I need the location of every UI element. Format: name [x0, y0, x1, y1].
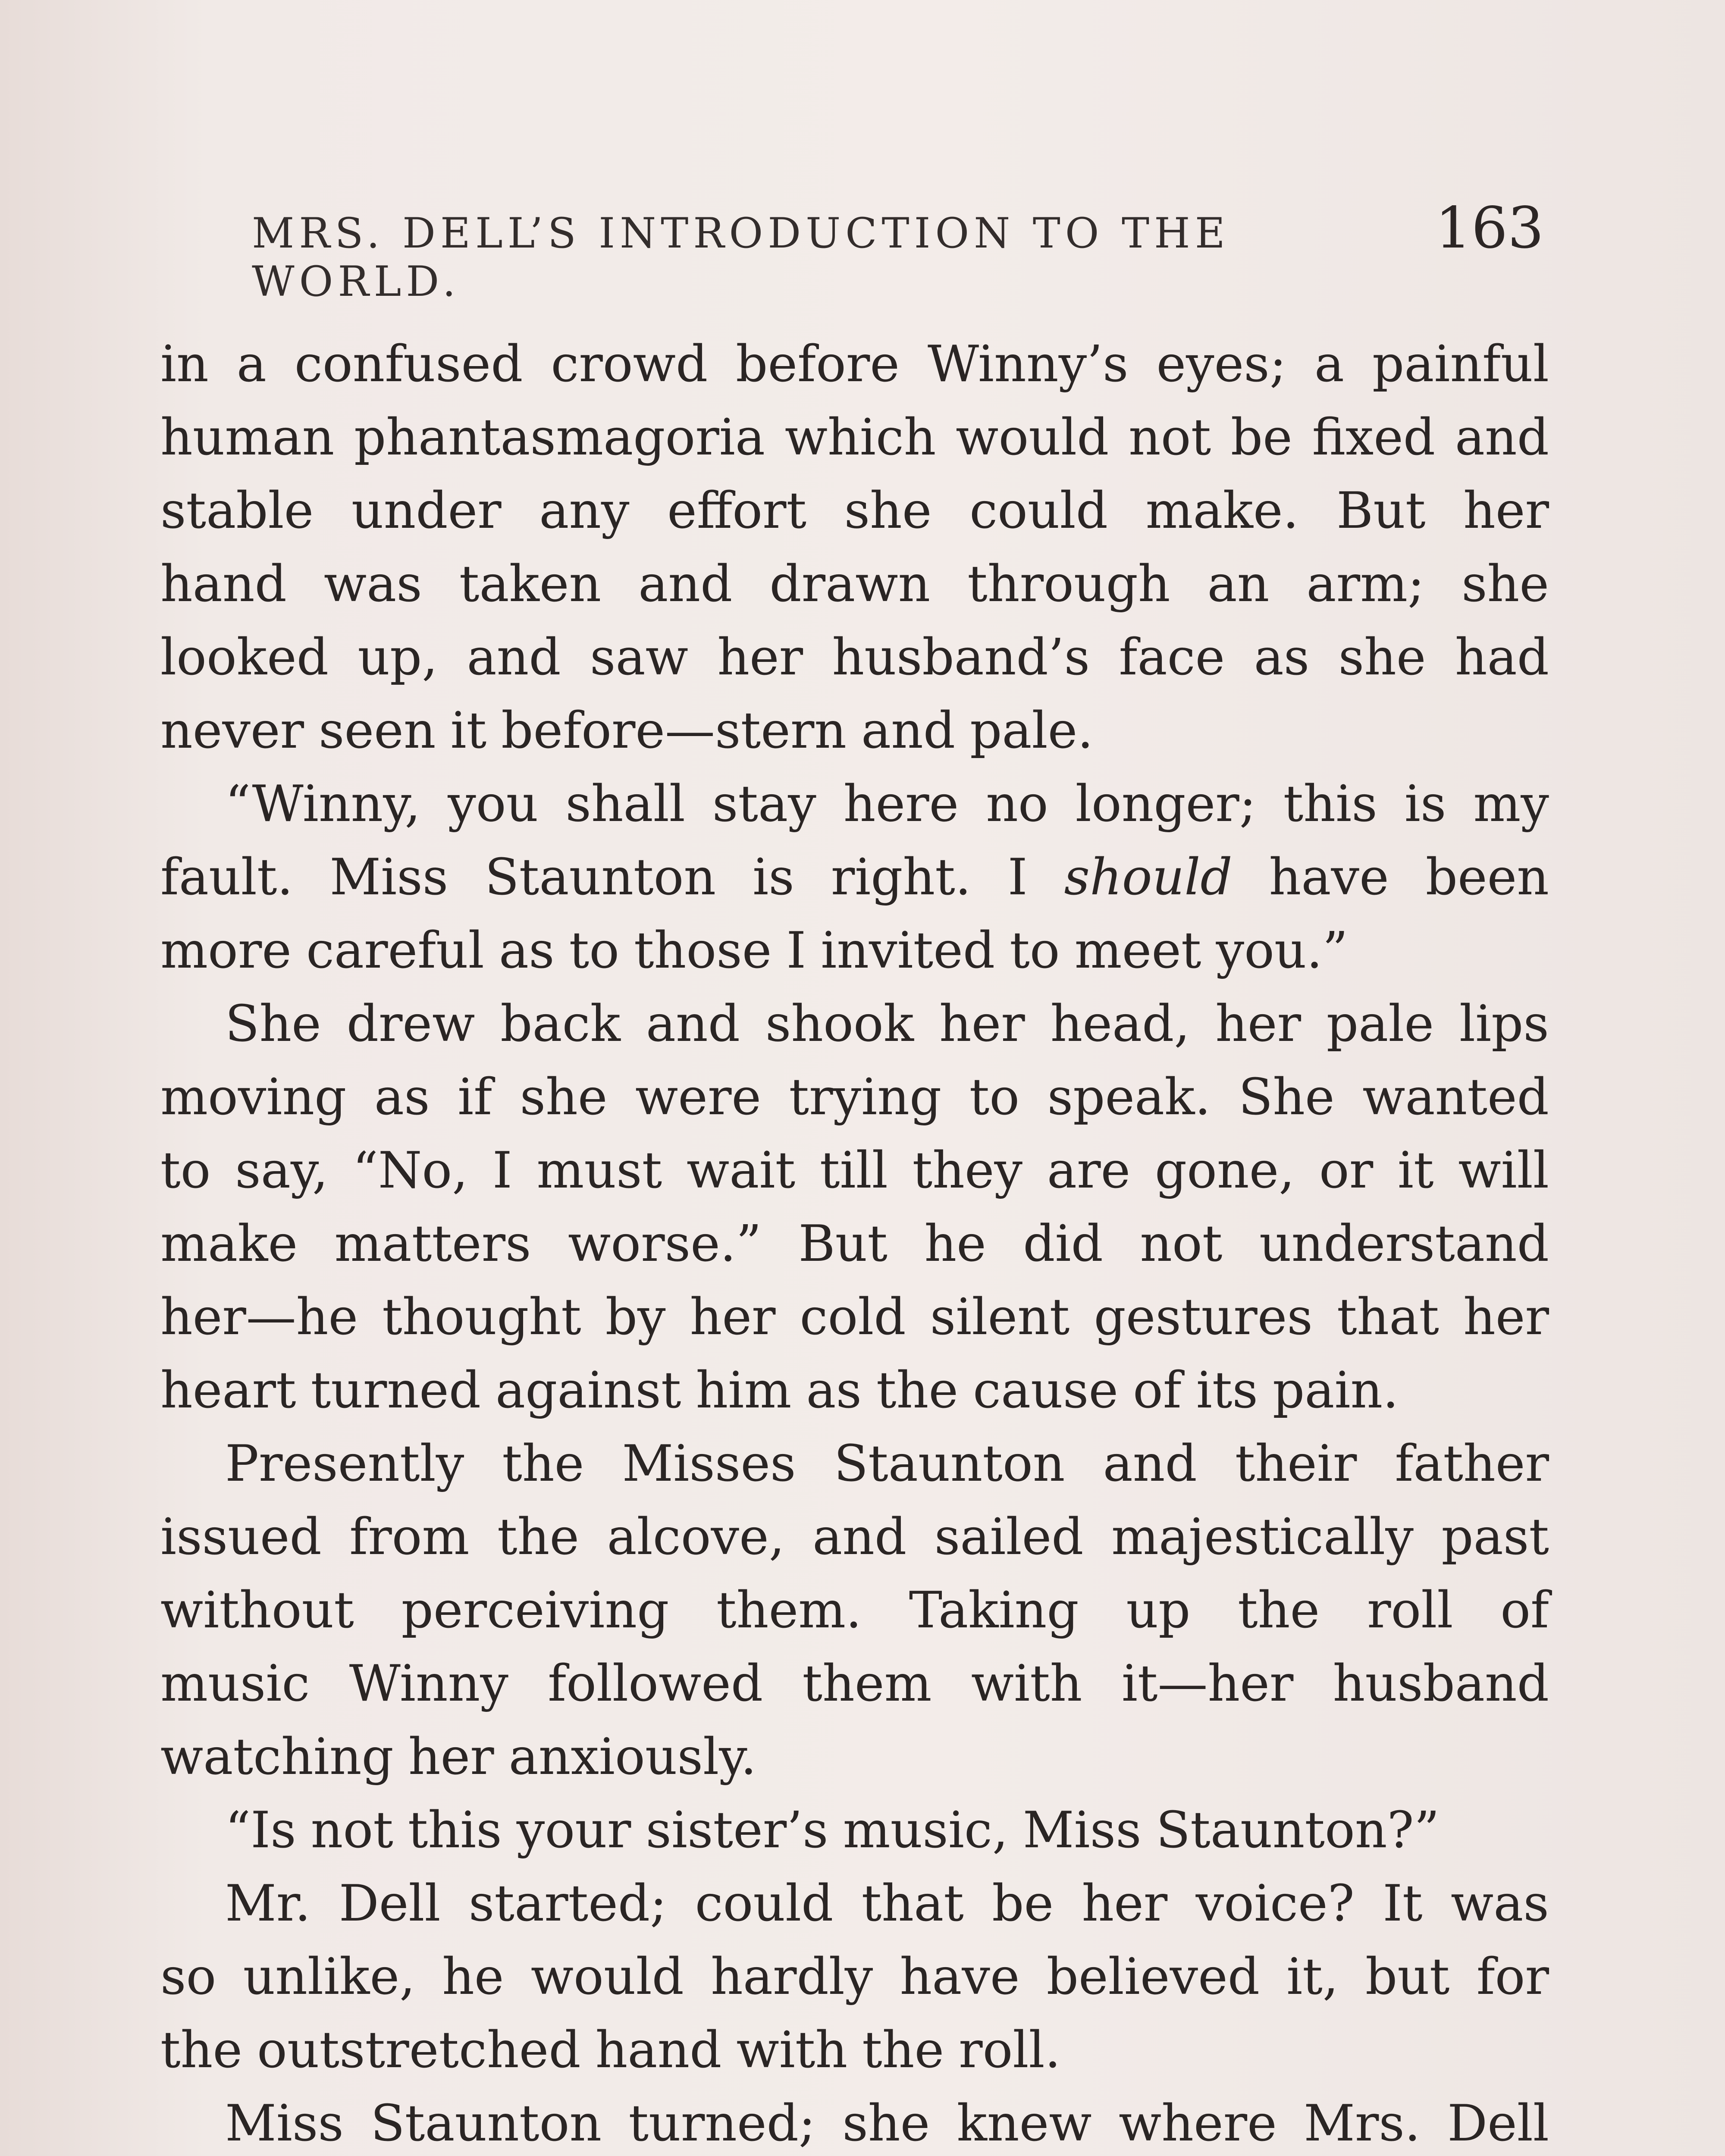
word: against: [495, 1361, 681, 1420]
word: gone,: [1154, 1141, 1295, 1200]
word: “Is: [225, 1801, 296, 1859]
word: are: [1047, 1141, 1131, 1200]
word: not: [1140, 1215, 1223, 1273]
word: right.: [831, 848, 971, 906]
word: a: [1314, 335, 1345, 393]
word: through: [967, 555, 1170, 613]
word: it,: [1286, 1948, 1339, 2006]
word: Staunton: [370, 2094, 602, 2153]
word: her: [717, 628, 803, 686]
word: for: [1476, 1948, 1549, 2006]
word: you: [448, 775, 539, 833]
word: Mr.: [225, 1874, 311, 1933]
word: more: [160, 921, 292, 980]
text-line: [160, 987, 1549, 1061]
word: this: [408, 1801, 502, 1859]
word: turned: [310, 1361, 481, 1420]
word: sister’s: [646, 1801, 828, 1859]
word: she: [1462, 555, 1549, 613]
word: pain.: [1273, 1361, 1399, 1420]
word: Miss: [329, 848, 448, 906]
text-line: [160, 2014, 1549, 2087]
word: was: [1450, 1874, 1549, 1933]
word: the: [1238, 1581, 1320, 1639]
word: Winny’s: [927, 335, 1129, 393]
word: he: [924, 1215, 986, 1273]
word: Miss: [1022, 1801, 1142, 1859]
word: Presently: [225, 1435, 464, 1493]
word: up,: [358, 628, 438, 686]
word: “No,: [352, 1141, 468, 1200]
word: would: [956, 408, 1109, 467]
word: my: [1473, 775, 1549, 833]
word: cold: [800, 1288, 906, 1346]
word: they: [912, 1141, 1023, 1200]
word: face: [1119, 628, 1225, 686]
word: phantasmagoria: [354, 408, 765, 467]
body-text: [160, 328, 1549, 2156]
word: must: [536, 1141, 662, 1200]
word: perceiving: [401, 1581, 669, 1639]
word: seen: [319, 702, 436, 760]
word: the: [497, 1508, 579, 1566]
word: She: [225, 995, 321, 1053]
word: and: [1103, 1435, 1197, 1493]
word: shook: [765, 995, 914, 1053]
word: drawn: [769, 555, 931, 613]
word: looked: [160, 628, 329, 686]
word: fixed: [1312, 408, 1436, 467]
word: no: [986, 775, 1048, 833]
word: could: [695, 1874, 834, 1933]
word: husband’s: [832, 628, 1090, 686]
emphasis-word: should: [1064, 848, 1233, 906]
word: arm;: [1306, 555, 1425, 613]
text-line: [160, 1720, 1549, 1794]
word: knew: [957, 2094, 1092, 2153]
word: it: [450, 702, 487, 760]
word: the: [160, 2021, 242, 2079]
word: as: [374, 1068, 430, 1126]
text-line: [160, 1354, 1549, 1427]
word: alcove,: [607, 1508, 785, 1566]
word: started;: [468, 1874, 667, 1933]
word: silent: [930, 1288, 1070, 1346]
word: unlike,: [243, 1948, 415, 2006]
word: husband: [1333, 1655, 1549, 1713]
word: music,: [843, 1801, 1008, 1859]
word: But: [1336, 482, 1426, 540]
word: wanted: [1362, 1068, 1549, 1126]
word: hand: [160, 555, 287, 613]
word: not: [310, 1801, 393, 1859]
word: till: [819, 1141, 888, 1200]
word: but: [1365, 1948, 1450, 2006]
word: and: [1455, 408, 1549, 467]
word: to: [160, 1141, 211, 1200]
word: is: [1404, 775, 1446, 833]
word: to: [569, 921, 620, 980]
word: were: [635, 1068, 762, 1126]
text-line: [160, 841, 1549, 914]
word: he: [442, 1948, 504, 2006]
word: Misses: [622, 1435, 796, 1493]
word: and: [861, 702, 956, 760]
word: roll.: [959, 2021, 1061, 2079]
text-line: [160, 1281, 1549, 1354]
word: voice?: [1195, 1874, 1355, 1933]
word: “Winny,: [225, 775, 421, 833]
word: the: [502, 1435, 584, 1493]
word: where: [1118, 2094, 1277, 2153]
word: wait: [687, 1141, 796, 1200]
text-line: [160, 401, 1549, 474]
word: saw: [590, 628, 688, 686]
word: speak.: [1047, 1068, 1211, 1126]
text-line: [160, 914, 1549, 987]
word: a: [236, 335, 267, 393]
word: be: [992, 1874, 1054, 1933]
word: I: [1007, 848, 1028, 906]
text-line: [160, 1574, 1549, 1647]
word: this: [1283, 775, 1377, 833]
word: up: [1126, 1581, 1191, 1639]
text-line: [160, 694, 1549, 768]
word: eyes;: [1156, 335, 1286, 393]
word: hand: [595, 2021, 722, 2079]
word: as: [806, 1361, 862, 1420]
word: outstretched: [257, 2021, 581, 2079]
word: here: [843, 775, 959, 833]
text-line: [160, 1501, 1549, 1574]
word: and: [638, 555, 733, 613]
word: its: [1196, 1361, 1258, 1420]
word: matters: [334, 1215, 531, 1273]
word: music: [160, 1655, 310, 1713]
word: Mrs.: [1304, 2094, 1421, 2153]
word: her: [939, 995, 1025, 1053]
word: not: [1129, 408, 1211, 467]
word: pale: [1326, 995, 1434, 1053]
word: father: [1395, 1435, 1549, 1493]
word: roll: [1367, 1581, 1453, 1639]
word: hardly: [711, 1948, 873, 2006]
word: majestically: [1111, 1508, 1414, 1566]
word: Staunton?”: [1156, 1801, 1440, 1859]
word: that: [861, 1874, 964, 1933]
word: it: [1397, 1141, 1434, 1200]
text-line: [160, 2087, 1549, 2156]
word: her: [1463, 482, 1549, 540]
word: as: [1254, 628, 1310, 686]
word: shall: [565, 775, 685, 833]
word: fault.: [160, 848, 293, 906]
word: worse.”: [568, 1215, 762, 1273]
word: anxiously.: [508, 1728, 757, 1786]
word: in: [160, 335, 209, 393]
word: stable: [160, 482, 314, 540]
word: her—he: [160, 1288, 358, 1346]
word: careful: [306, 921, 484, 980]
word: she: [1338, 628, 1426, 686]
word: was: [323, 555, 422, 613]
word: human: [160, 408, 335, 467]
word: turned;: [628, 2094, 815, 2153]
text-line: [160, 1647, 1549, 1720]
text-line: [160, 474, 1549, 548]
word: you.”: [1216, 921, 1348, 980]
word: and: [467, 628, 561, 686]
word: past: [1441, 1508, 1549, 1566]
word: as: [499, 921, 555, 980]
word: or: [1319, 1141, 1374, 1200]
word: and: [812, 1508, 907, 1566]
text-line: [160, 1940, 1549, 2014]
word: any: [539, 482, 630, 540]
word: before: [736, 335, 900, 393]
chapter-running-title: MRS. DELL’S INTRODUCTION TO THE WORLD.: [252, 209, 1230, 306]
text-line: [160, 1207, 1549, 1281]
word: thought: [382, 1288, 581, 1346]
word: her: [1215, 995, 1302, 1053]
word: It: [1383, 1874, 1423, 1933]
word: moving: [160, 1068, 347, 1126]
word: believed: [1046, 1948, 1260, 2006]
word: been: [1425, 848, 1549, 906]
word: before—stern: [501, 702, 847, 760]
word: taken: [459, 555, 602, 613]
text-line: [160, 1427, 1549, 1501]
word: have: [900, 1948, 1020, 2006]
word: Winny: [349, 1655, 508, 1713]
text-line: [160, 548, 1549, 621]
word: I: [786, 921, 806, 980]
word: of: [1500, 1581, 1549, 1639]
word: trying: [789, 1068, 942, 1126]
word: under: [351, 482, 502, 540]
word: say,: [235, 1141, 328, 1200]
word: Staunton: [834, 1435, 1065, 1493]
word: would: [530, 1948, 684, 2006]
word: the: [876, 1361, 958, 1420]
word: drew: [346, 995, 475, 1053]
word: issued: [160, 1508, 322, 1566]
word: did: [1023, 1215, 1103, 1273]
text-line: [160, 1061, 1549, 1134]
text-line: [160, 768, 1549, 841]
word: could: [969, 482, 1108, 540]
text-line: [160, 1867, 1549, 1940]
word: she: [520, 1068, 608, 1126]
word: she: [842, 2094, 930, 2153]
word: She: [1238, 1068, 1335, 1126]
word: back: [500, 995, 621, 1053]
word: Taking: [909, 1581, 1079, 1639]
word: crowd: [551, 335, 708, 393]
word: stay: [712, 775, 816, 833]
word: your: [516, 1801, 631, 1859]
word: from: [349, 1508, 470, 1566]
text-line: [160, 1134, 1549, 1207]
word: longer;: [1075, 775, 1256, 833]
text-line: [160, 621, 1549, 694]
word: understand: [1259, 1215, 1549, 1273]
word: that: [1336, 1288, 1440, 1346]
word: gestures: [1094, 1288, 1313, 1346]
word: without: [160, 1581, 354, 1639]
word: meet: [1074, 921, 1201, 980]
word: Dell: [339, 1874, 441, 1933]
word: so: [160, 1948, 216, 2006]
word: sailed: [934, 1508, 1084, 1566]
word: her: [690, 1288, 776, 1346]
word: followed: [548, 1655, 763, 1713]
word: had: [1455, 628, 1549, 686]
word: cause: [973, 1361, 1119, 1420]
word: I: [492, 1141, 512, 1200]
word: will: [1458, 1141, 1549, 1200]
word: never: [160, 702, 304, 760]
word: with: [971, 1655, 1082, 1713]
word: Miss: [225, 2094, 344, 2153]
word: watching: [160, 1728, 394, 1786]
word: make: [160, 1215, 298, 1273]
word: her: [1463, 1288, 1549, 1346]
word: those: [634, 921, 772, 980]
word: them: [802, 1655, 932, 1713]
word: is: [753, 848, 794, 906]
word: make.: [1145, 482, 1299, 540]
word: with: [736, 2021, 848, 2079]
word: if: [458, 1068, 492, 1126]
text-line: [160, 328, 1549, 401]
word: she: [844, 482, 932, 540]
word: him: [696, 1361, 792, 1420]
word: and: [646, 995, 740, 1053]
word: an: [1207, 555, 1270, 613]
word: have: [1269, 848, 1389, 906]
page-number: 163: [1435, 195, 1544, 261]
word: be: [1230, 408, 1292, 467]
word: to: [969, 1068, 1020, 1126]
word: Dell: [1447, 2094, 1549, 2153]
word: it—her: [1121, 1655, 1294, 1713]
word: to: [1010, 921, 1060, 980]
word: Staunton: [485, 848, 716, 906]
word: confused: [294, 335, 523, 393]
word: the: [862, 2021, 944, 2079]
word: painful: [1372, 335, 1549, 393]
word: her: [408, 1728, 494, 1786]
word: head,: [1050, 995, 1190, 1053]
word: heart: [160, 1361, 296, 1420]
running-head: [252, 195, 1544, 306]
word: her: [1082, 1874, 1168, 1933]
word: invited: [821, 921, 995, 980]
word: But: [798, 1215, 888, 1273]
word: them.: [716, 1581, 862, 1639]
word: pale.: [970, 702, 1094, 760]
word: by: [605, 1288, 666, 1346]
word: which: [784, 408, 936, 467]
word: lips: [1459, 995, 1549, 1053]
word: of: [1133, 1361, 1182, 1420]
text-line: [160, 1794, 1549, 1867]
word: effort: [667, 482, 807, 540]
word: their: [1235, 1435, 1357, 1493]
